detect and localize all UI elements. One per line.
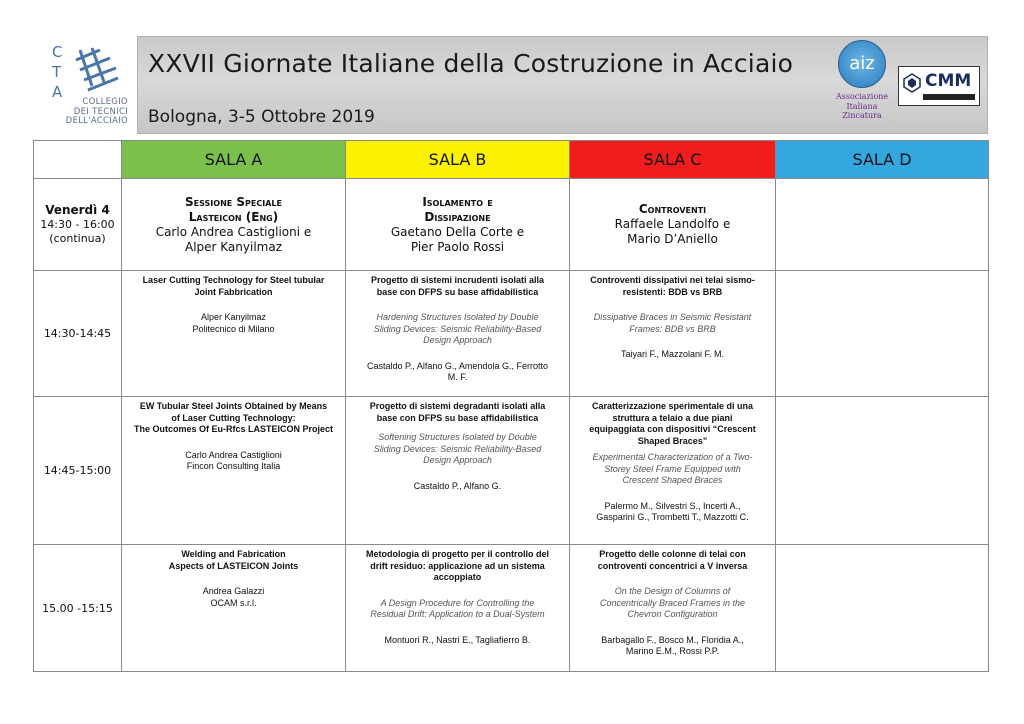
talk-cell: [346, 545, 570, 672]
talk-english-line: On the Design of Columns of: [614, 586, 731, 596]
talk-title: [354, 275, 561, 298]
talk-title-line: Aspects of LASTEICON Joints: [168, 560, 299, 571]
session-chair: Pier Paolo Rossi: [410, 239, 505, 254]
talk-english-line: Frames: BDB vs BRB: [629, 323, 716, 334]
talk-authors: Carlo Andrea Castiglioni: [185, 449, 282, 460]
talk-authors-line: Castaldo P., Alfano G., Amendola G., Ferrotto: [367, 360, 548, 371]
cta-letter-t: T: [52, 63, 62, 81]
talk-authors: Andrea Galazzi: [202, 586, 265, 596]
talk-english-line: Concentrically Braced Frames in the: [599, 597, 746, 608]
room-header-sala-d: SALA D: [776, 141, 989, 179]
cta-letters: [52, 42, 62, 102]
corner-cell: [34, 141, 122, 179]
slot-time: 14:30-14:45: [34, 271, 122, 397]
talk-title-line: Progetto di sistemi degradanti isolati alla: [369, 401, 546, 411]
talk-cell: [122, 397, 346, 545]
talk-affiliation: OCAM s.r.l.: [210, 597, 257, 608]
talk-title-line: EW Tubular Steel Joints Obtained by Means: [139, 401, 328, 411]
talk-title-line: base con DFPS su base affidabilistica: [376, 412, 539, 423]
talk-title-line: accoppiato: [433, 572, 482, 582]
talk-authors: Alper Kanyilmaz: [200, 312, 267, 322]
schedule-table: [33, 140, 989, 672]
session-a-cell: [122, 179, 346, 271]
talk-authors: [354, 361, 561, 384]
talk-cell: [570, 397, 776, 545]
talk-english-line: Experimental Characterization of a Two-: [592, 452, 753, 462]
talk-title: [130, 401, 337, 436]
talk-title-line: equipaggiata con dispositivi “Crescent: [589, 424, 756, 434]
room-header-sala-a: SALA A: [122, 141, 346, 179]
talk-english-title: [578, 586, 767, 621]
talk-cell: [570, 271, 776, 397]
talk-english-line: Crescent Shaped Braces: [622, 475, 723, 485]
talk-title-line: struttura a telaio a due piani: [612, 412, 733, 423]
session-title: Lasteicon (Eng): [188, 209, 279, 224]
talk-authors: Taiyari F., Mazzolani F. M.: [620, 349, 725, 359]
aiz-text-line: Zincatura: [842, 111, 882, 120]
cta-letter-c: C: [52, 43, 63, 61]
session-c-cell: [570, 179, 776, 271]
cta-text: [48, 98, 128, 127]
cta-beams-icon: [70, 46, 120, 94]
day-name: Venerdì 4: [45, 203, 110, 217]
talk-authors-line: Gasparini G., Trombetti T., Mazzotti C.: [596, 512, 749, 522]
talk-title-line: Progetto di sistemi incrudenti isolati alla: [370, 275, 545, 285]
talk-title-line: resistenti: BDB vs BRB: [622, 286, 723, 297]
talk-affiliation: Fincon Consulting Italia: [186, 461, 281, 471]
talk-title-line: drift residuo: applicazione ad un sistema: [370, 560, 545, 571]
day-hours: 14:30 - 16:00: [40, 218, 115, 231]
session-d-cell: [776, 179, 989, 271]
talk-title-line: Welding and Fabrication: [181, 549, 286, 559]
slot-row: [34, 397, 989, 545]
talk-english-line: Dissipative Braces in Seismic Resistant: [593, 312, 752, 322]
slot-time: 15.00 -15:15: [34, 545, 122, 672]
talk-title-line: controventi concentrici a V inversa: [597, 560, 748, 571]
room-header-row: [34, 141, 989, 179]
cta-text-line: DEI TECNICI: [73, 106, 128, 117]
talk-authors-line: Palermo M., Silvestri S., Incerti A.,: [604, 500, 741, 511]
talk-title: [578, 549, 767, 572]
talk-title-line: The Outcomes Of Eu-Rfcs LASTEICON Project: [133, 424, 334, 434]
talk-cell: [346, 271, 570, 397]
talk-english-line: Softening Structures Isolated by Double: [378, 432, 537, 442]
session-chair: Raffaele Landolfo e: [614, 217, 731, 231]
talk-english-title: [578, 312, 767, 335]
talk-authors: Castaldo P., Alfano G.: [413, 480, 502, 491]
talk-title: [354, 401, 561, 424]
talk-english-line: Sliding Devices: Seismic Reliability-Based: [373, 443, 542, 454]
talk-english-line: Hardening Structures Isolated by Double: [376, 312, 539, 322]
aiz-text-line: Italiana: [846, 101, 878, 111]
talk-cell: [570, 545, 776, 672]
talk-title-line: Caratterizzazione sperimentale di una: [591, 401, 754, 411]
talk-english-line: Sliding Devices: Seismic Reliability-Based: [373, 323, 542, 334]
page-subtitle: Bologna, 3-5 Ottobre 2019: [148, 107, 375, 127]
talk-title-line: Metodologia di progetto per il controllo del: [366, 549, 549, 559]
talk-title: [354, 549, 561, 584]
cmm-emblem-icon: [903, 73, 921, 93]
talk-cell: [122, 271, 346, 397]
talk-title-line: base con DFPS su base affidabilistica: [376, 286, 539, 297]
cmm-logo: [898, 66, 980, 106]
slot-row: [34, 271, 989, 397]
talk-cell: [122, 545, 346, 672]
cta-text-line: COLLEGIO: [82, 97, 128, 107]
talk-authors: [578, 501, 767, 524]
cmm-wordmark: CMM: [925, 71, 972, 91]
talk-english-line: Storey Steel Frame Equipped with: [604, 463, 741, 474]
talk-title: [578, 401, 767, 447]
session-title: Isolamento e: [422, 194, 493, 209]
talk-title-line: Laser Cutting Technology for Steel tubular: [142, 275, 325, 285]
talk-authors-line: Barbagallo F., Bosco M., Floridia A.,: [601, 634, 744, 645]
aiz-logo: [834, 40, 890, 130]
session-b-cell: [346, 179, 570, 271]
session-title: Sessione Speciale: [185, 194, 282, 209]
page-title: XXVII Giornate Italiane della Costruzione in Acciaio: [148, 49, 794, 78]
talk-cell-empty: [776, 397, 989, 545]
talk-english-line: Residual Drift: Application to a Dual-System: [370, 609, 545, 619]
talk-english-title: [354, 598, 561, 621]
talk-title-line: Controventi dissipativi nei telai sismo-: [590, 275, 755, 285]
aiz-text-line: Associazione: [835, 92, 889, 101]
talk-title-line: of Laser Cutting Technology:: [171, 412, 296, 423]
talk-title: [578, 275, 767, 298]
talk-cell-empty: [776, 271, 989, 397]
slot-row: [34, 545, 989, 672]
talk-title: [130, 275, 337, 298]
slot-time: 14:45-15:00: [34, 397, 122, 545]
talk-title: [130, 549, 337, 572]
day-note: (continua): [49, 232, 106, 245]
talk-authors-line: M. F.: [447, 372, 468, 382]
talk-authors: [578, 635, 767, 658]
talk-authors: Montuori R., Nastri E., Tagliafierro B.: [384, 634, 531, 645]
room-header-sala-b: SALA B: [346, 141, 570, 179]
talk-english-line: A Design Procedure for Controlling the: [380, 597, 535, 608]
cta-letter-a: A: [52, 83, 63, 101]
session-title: Controventi: [638, 202, 707, 216]
cmm-tagline-bar: [923, 94, 975, 100]
session-chair: Gaetano Della Corte e: [390, 224, 525, 239]
talk-english-title: [354, 312, 561, 347]
talk-authors-line: Marino E.M., Rossi P.P.: [625, 646, 720, 656]
session-chair: Mario D’Aniello: [627, 232, 718, 246]
session-chair: Alper Kanyilmaz: [184, 239, 283, 254]
session-row: [34, 179, 989, 271]
talk-title-line: Joint Fabbrication: [194, 286, 273, 297]
cta-text-line: DELL'ACCIAIO: [65, 116, 128, 126]
talk-english-title: [354, 432, 561, 467]
talk-title-line: Shaped Braces”: [637, 435, 708, 446]
talk-cell: [346, 397, 570, 545]
talk-english-line: Design Approach: [423, 455, 492, 465]
talk-title-line: Progetto delle colonne di telai con: [599, 549, 746, 559]
session-day-cell: [34, 179, 122, 271]
talk-english-title: [578, 452, 767, 487]
cta-logo: [48, 40, 128, 128]
talk-cell-empty: [776, 545, 989, 672]
aiz-mark: aiz: [838, 40, 886, 88]
room-header-sala-c: SALA C: [570, 141, 776, 179]
talk-english-line: Chevron Configuration: [627, 609, 718, 619]
session-chair: Carlo Andrea Castiglioni e: [155, 224, 312, 239]
session-title: Dissipazione: [424, 209, 491, 224]
talk-affiliation: Politecnico di Milano: [192, 323, 275, 334]
aiz-text: [834, 92, 890, 121]
talk-english-line: Design Approach: [423, 335, 492, 345]
